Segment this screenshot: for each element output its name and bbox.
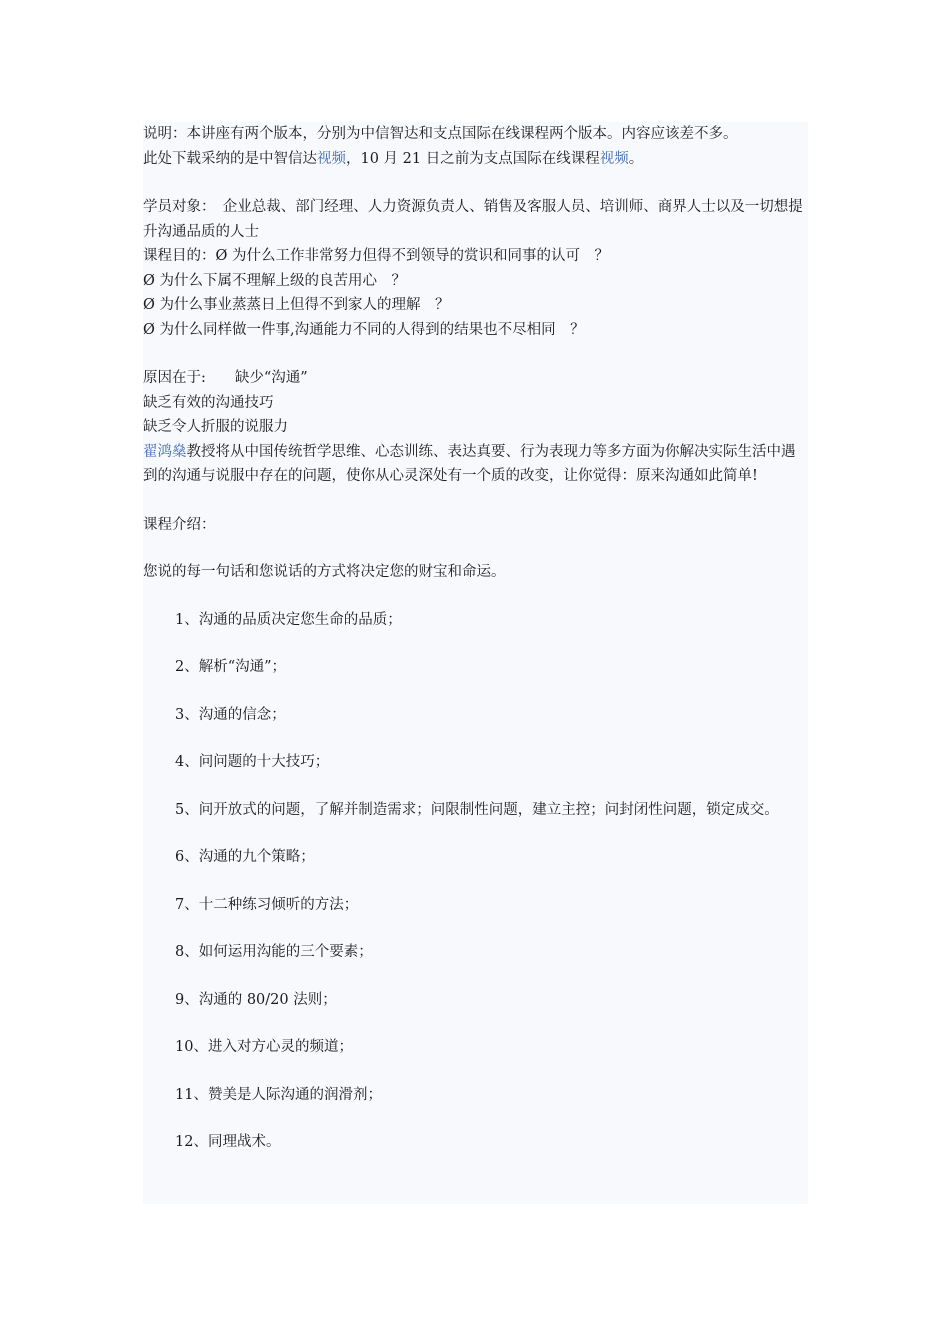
reason-line-2: 缺乏有效的沟通技巧 — [143, 394, 274, 411]
course-item: 12、同理战术。 — [175, 1134, 281, 1150]
spacer — [143, 1107, 808, 1130]
purpose-question-3: Ø 为什么事业蒸蒸日上但得不到家人的理解 ？ — [143, 297, 450, 313]
course-item: 10、进入对方心灵的频道； — [175, 1039, 353, 1055]
document-content — [143, 122, 808, 1204]
spacer — [143, 171, 808, 195]
course-item: 3、沟通的信念； — [175, 706, 286, 723]
spacer — [143, 537, 808, 560]
purpose-question-4: Ø 为什么同样做一件事,沟通能力不同的人得到的结果也不尽相同 ？ — [143, 321, 585, 338]
professor-name-link[interactable]: 翟鸿燊 — [143, 443, 187, 460]
spacer — [143, 1012, 808, 1035]
intro-heading: 课程介绍： — [143, 516, 216, 533]
spacer — [143, 680, 808, 703]
video-link-2[interactable]: 视频 — [599, 150, 629, 167]
course-item: 7、十二种练习倾听的方法； — [175, 896, 359, 913]
spacer — [143, 917, 808, 940]
purpose-question-1: 课程目的：Ø 为什么工作非常努力但得不到领导的赏识和同事的认可 ？ — [143, 248, 609, 264]
spacer — [143, 632, 808, 655]
course-item: 2、解析“沟通”； — [175, 659, 287, 675]
course-item: 11、赞美是人际沟通的润滑剂； — [175, 1086, 382, 1103]
spacer — [143, 775, 808, 798]
note-line-2-mid: ，10 月 21 日之前为支点国际在线课程 — [346, 150, 600, 167]
note-line-2-text: 此处下载采纳的是中智信达 — [143, 150, 317, 167]
professor-paragraph — [143, 440, 808, 489]
professor-text: 教授将从中国传统哲学思维、心态训练、表达真要、行为表现力等多方面为你解决实际生活中遇到的沟通与说服中存在的问题，使你从心灵深处有一个质的改变，让你觉得：原来沟通如此简单! — [143, 443, 796, 484]
spacer — [143, 585, 808, 608]
spacer — [143, 822, 808, 845]
spacer — [143, 1060, 808, 1083]
spacer — [143, 489, 808, 513]
course-item: 5、问开放式的问题，了解并制造需求；问限制性问题，建立主控；问封闭性问题，锁定成交。 — [175, 801, 779, 818]
spacer — [143, 342, 808, 366]
purpose-question-2: Ø 为什么下属不理解上级的良苦用心 ？ — [143, 272, 406, 289]
course-item: 6、沟通的九个策略； — [175, 849, 315, 865]
note-line-2-end: 。 — [628, 150, 644, 167]
spacer — [143, 870, 808, 893]
course-item: 9、沟通的 80/20 法则； — [175, 991, 337, 1008]
course-item: 4、问问题的十大技巧； — [175, 754, 330, 770]
course-item: 8、如何运用沟能的三个要素； — [175, 944, 373, 960]
reason-line-3: 缺乏令人折服的说服力 — [143, 419, 288, 435]
course-item: 1、沟通的品质决定您生命的品质； — [175, 611, 402, 628]
spacer — [143, 727, 808, 750]
audience-paragraph: 学员对象： 企业总裁、部门经理、人力资源负责人、销售及客服人员、培训师、商界人士以及一切想提升沟通品质的人士 — [143, 199, 803, 240]
video-link-1[interactable]: 视频 — [317, 150, 346, 167]
spacer — [143, 965, 808, 988]
course-item-list — [143, 585, 808, 1155]
intro-text: 您说的每一句话和您说话的方式将决定您的财宝和命运。 — [143, 564, 506, 580]
note-line-1: 说明：本讲座有两个版本，分别为中信智达和支点国际在线课程两个版本。内容应该差不多。 — [143, 126, 738, 142]
reason-line-1: 原因在于: 缺少“沟通” — [143, 370, 308, 386]
note-line-2 — [143, 147, 808, 172]
